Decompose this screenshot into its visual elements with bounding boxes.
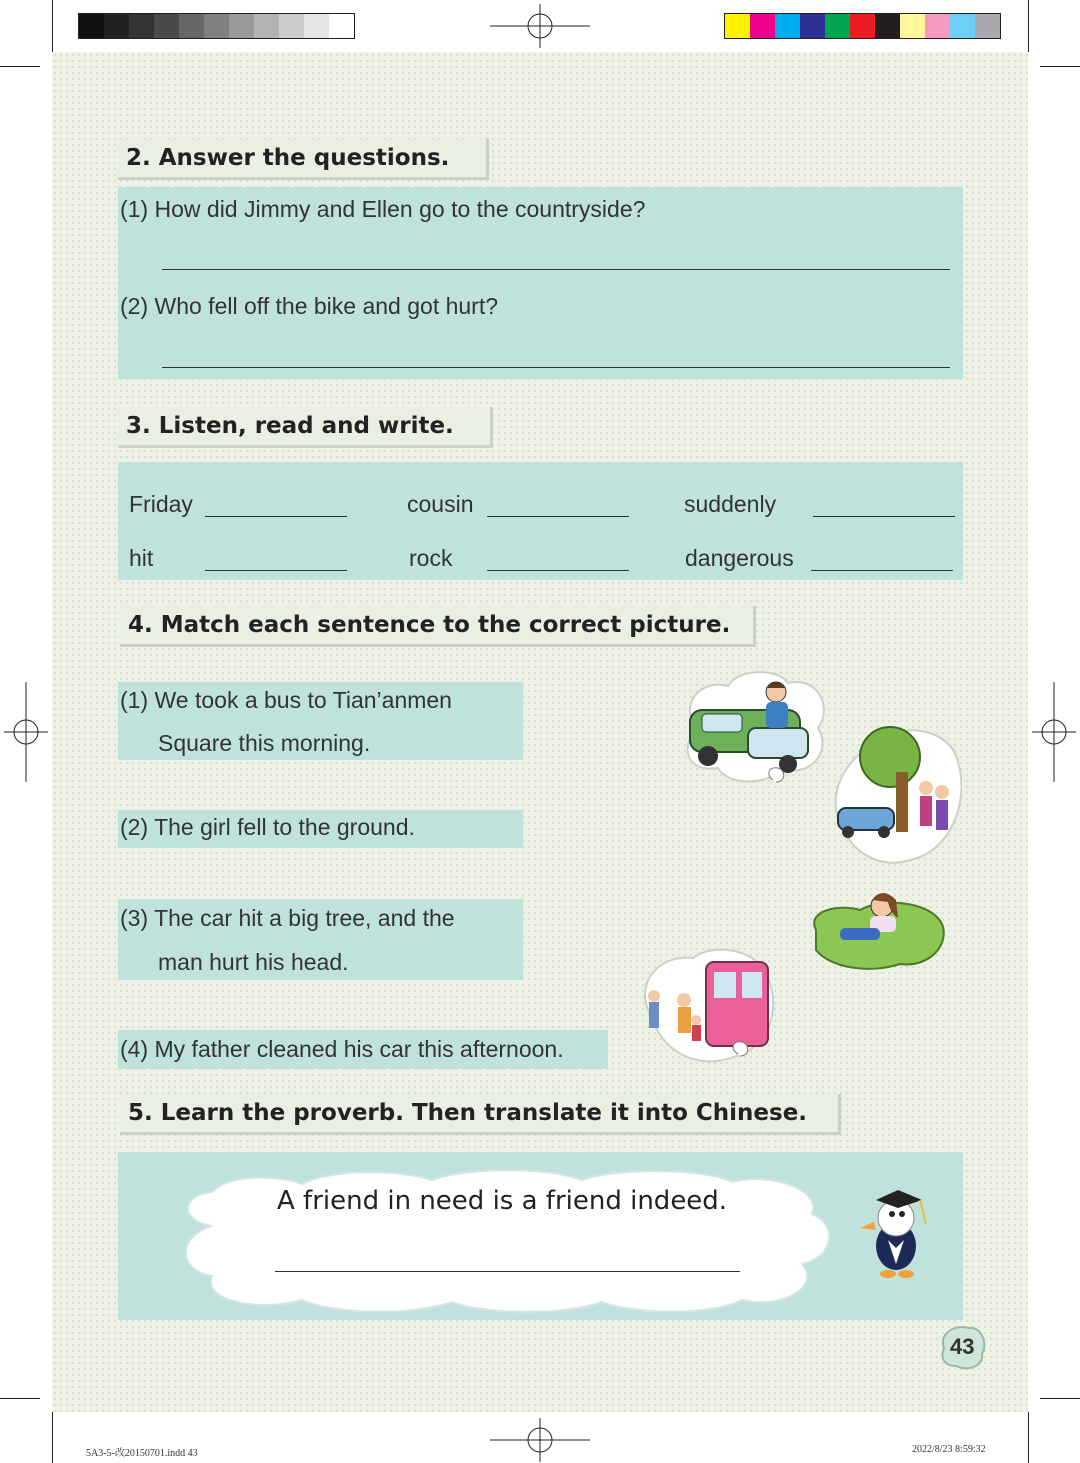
word-hit: hit bbox=[129, 545, 154, 571]
answer-line-1[interactable] bbox=[162, 269, 950, 270]
section-3-panel bbox=[118, 462, 963, 580]
duck-graduate-mascot-icon bbox=[858, 1184, 944, 1280]
color-swatch bbox=[850, 14, 875, 38]
picture-man-washing-car[interactable] bbox=[678, 668, 828, 798]
word-dangerous: dangerous bbox=[685, 545, 794, 571]
sentence-2: (2) The girl fell to the ground. bbox=[120, 814, 415, 840]
crop-mark bbox=[52, 1412, 53, 1463]
sentence-3-line-1: (3) The car hit a big tree, and the bbox=[120, 905, 455, 931]
word-answer-line[interactable] bbox=[205, 516, 347, 517]
color-swatch bbox=[750, 14, 775, 38]
color-swatch bbox=[950, 14, 975, 38]
word-answer-line[interactable] bbox=[205, 570, 347, 571]
sentence-1-line-1: (1) We took a bus to Tian’anmen bbox=[120, 687, 452, 713]
sentence-3-line-2: man hurt his head. bbox=[158, 949, 349, 975]
crop-mark bbox=[1028, 1412, 1029, 1463]
section-3-heading: 3. Listen, read and write. bbox=[118, 407, 493, 448]
word-suddenly: suddenly bbox=[684, 491, 777, 517]
color-swatch bbox=[875, 14, 900, 38]
color-swatch bbox=[279, 14, 304, 38]
picture-car-hit-tree[interactable] bbox=[830, 722, 962, 866]
registration-mark-icon bbox=[4, 682, 48, 782]
crop-mark bbox=[1040, 66, 1080, 67]
color-swatch bbox=[254, 14, 279, 38]
footer-timestamp: 2022/8/23 8:59:32 bbox=[912, 1444, 986, 1455]
color-swatch bbox=[304, 14, 329, 38]
color-swatch bbox=[825, 14, 850, 38]
sentence-1-line-2: Square this morning. bbox=[158, 730, 371, 756]
answer-line-2[interactable] bbox=[162, 367, 950, 368]
page-number: 43 bbox=[950, 1334, 975, 1359]
color-swatch bbox=[725, 14, 750, 38]
grayscale-calibration-bar bbox=[78, 13, 355, 39]
footer-file-info: 5A3-5-改20150701.indd 43 bbox=[86, 1448, 198, 1459]
translation-answer-line[interactable] bbox=[275, 1271, 740, 1272]
color-swatch bbox=[329, 14, 354, 38]
sentence-4: (4) My father cleaned his car this afternoon. bbox=[120, 1036, 564, 1062]
color-swatch bbox=[179, 14, 204, 38]
picture-family-boarding-bus[interactable] bbox=[638, 944, 778, 1066]
color-swatch bbox=[925, 14, 950, 38]
section-2-heading: 2. Answer the questions. bbox=[118, 139, 489, 180]
word-answer-line[interactable] bbox=[811, 570, 953, 571]
color-swatch bbox=[204, 14, 229, 38]
color-calibration-bar bbox=[724, 13, 1001, 39]
color-swatch bbox=[900, 14, 925, 38]
section-4-heading: 4. Match each sentence to the correct picture. bbox=[120, 606, 756, 647]
color-swatch bbox=[775, 14, 800, 38]
crop-mark bbox=[0, 66, 40, 67]
proverb-text: A friend in need is a friend indeed. bbox=[277, 1186, 728, 1216]
crop-mark bbox=[0, 1398, 40, 1399]
registration-mark-icon bbox=[1032, 682, 1076, 782]
picture-girl-on-grass[interactable] bbox=[810, 884, 948, 974]
color-swatch bbox=[104, 14, 129, 38]
registration-mark-icon bbox=[490, 4, 590, 48]
question-1: (1) How did Jimmy and Ellen go to the countryside? bbox=[120, 196, 646, 222]
section-5-heading: 5. Learn the proverb. Then translate it into Chinese. bbox=[120, 1094, 841, 1135]
color-swatch bbox=[229, 14, 254, 38]
question-2: (2) Who fell off the bike and got hurt? bbox=[120, 293, 499, 319]
color-swatch bbox=[79, 14, 104, 38]
word-cousin: cousin bbox=[407, 491, 474, 517]
registration-mark-icon bbox=[490, 1418, 590, 1462]
color-swatch bbox=[129, 14, 154, 38]
word-rock: rock bbox=[409, 545, 453, 571]
color-swatch bbox=[154, 14, 179, 38]
word-answer-line[interactable] bbox=[813, 516, 955, 517]
crop-mark bbox=[1028, 0, 1029, 52]
word-friday: Friday bbox=[129, 491, 193, 517]
color-swatch bbox=[975, 14, 1000, 38]
crop-mark bbox=[52, 0, 53, 52]
color-swatch bbox=[800, 14, 825, 38]
word-answer-line[interactable] bbox=[487, 516, 629, 517]
word-answer-line[interactable] bbox=[487, 570, 629, 571]
crop-mark bbox=[1040, 1398, 1080, 1399]
